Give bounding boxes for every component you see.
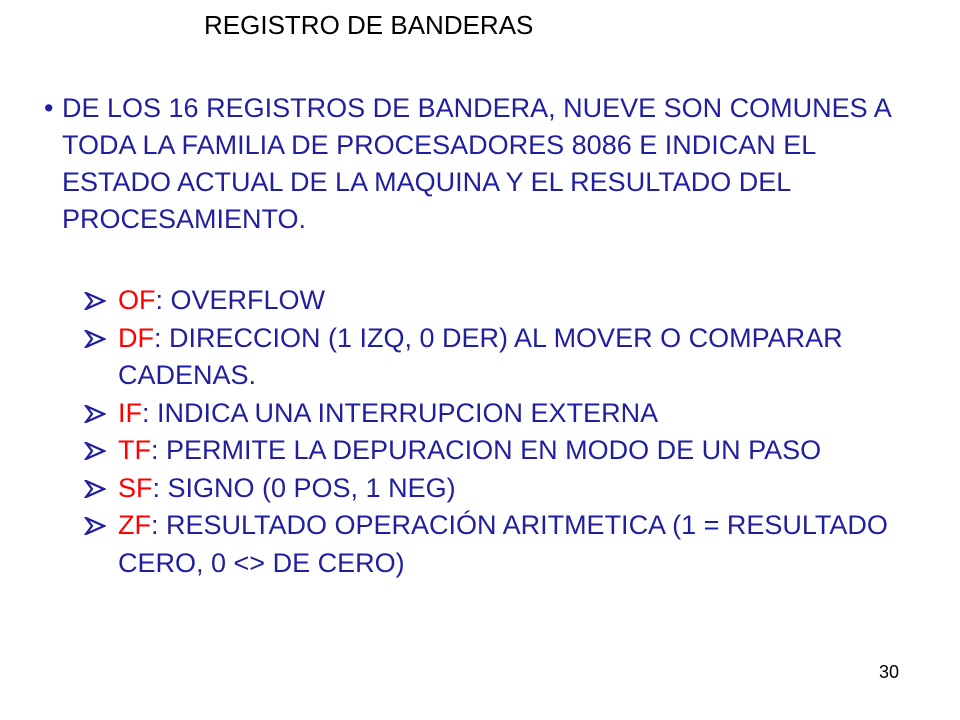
flag-description: : OVERFLOW	[155, 285, 326, 315]
page-number: 30	[879, 662, 900, 682]
flag-code: TF	[118, 435, 151, 465]
arrow-bullet-icon	[84, 320, 112, 357]
flag-code: IF	[118, 397, 142, 428]
flag-description: : PERMITE LA DEPURACION EN MODO DE UN PASO	[151, 435, 822, 465]
flag-item-tf	[84, 432, 944, 470]
flag-description: : INDICA UNA INTERRUPCION EXTERNA	[142, 397, 659, 428]
flag-code: SF	[118, 472, 153, 503]
flag-description: : RESULTADO OPERACIÓN ARITMETICA (1 = RESULTADO CERO, 0 <> DE CERO)	[118, 510, 888, 578]
flag-item-sf	[84, 470, 944, 508]
arrow-bullet-icon	[84, 432, 112, 469]
flag-code: ZF	[118, 510, 151, 540]
bullet-dot: •	[44, 93, 54, 123]
arrow-bullet-icon	[84, 507, 112, 544]
intro-text: DE LOS 16 REGISTROS DE BANDERA, NUEVE SON COMUNES A TODA LA FAMILIA DE PROCESADORES 8086 E INDICAN EL ESTADO ACTUAL DE LA MAQUINA Y EL RESULTADO DEL PROCESAMIENTO.	[62, 93, 891, 234]
flag-code: DF	[118, 322, 154, 353]
flag-description: : DIRECCION (1 IZQ, 0 DER) AL MOVER O COMPARAR CADENAS.	[118, 322, 843, 390]
flag-item-df	[84, 320, 944, 395]
arrow-bullet-icon	[84, 470, 112, 507]
flag-item-zf	[84, 507, 944, 582]
flag-item-of	[84, 282, 944, 320]
flag-code: OF	[118, 285, 156, 315]
arrow-bullet-icon	[84, 282, 112, 319]
flag-item-if	[84, 395, 944, 433]
flag-description: : SIGNO (0 POS, 1 NEG)	[152, 472, 456, 503]
arrow-bullet-icon	[84, 395, 112, 432]
slide-title: REGISTRO DE BANDERAS	[204, 10, 534, 40]
intro-paragraph	[44, 90, 924, 238]
flag-list	[84, 282, 944, 582]
